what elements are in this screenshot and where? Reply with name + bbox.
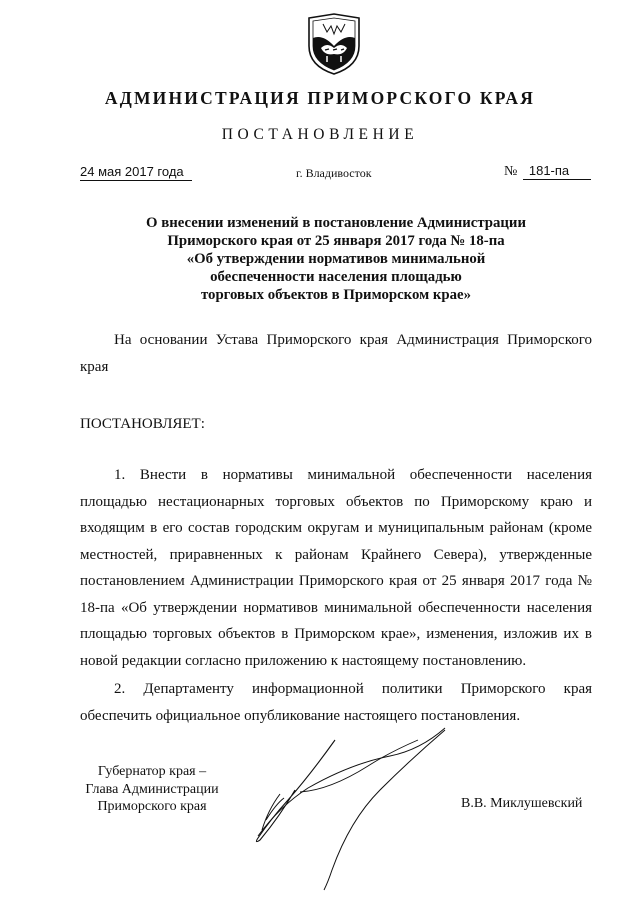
item-2-paragraph: 2. Департаменту информационной политики Приморского края обеспечить официальное опубликование настоящего постановления. bbox=[80, 681, 592, 724]
title-line: торговых объектов в Приморском крае» bbox=[200, 287, 472, 303]
organization-name: АДМИНИСТРАЦИЯ ПРИМОРСКОГО КРАЯ bbox=[104, 88, 536, 108]
position-line: Губернатор края – bbox=[97, 764, 207, 779]
signatory-position bbox=[72, 763, 232, 816]
title-line: «Об утверждении нормативов минимальной bbox=[186, 251, 486, 267]
signatory-name: В.В. Миклушевский bbox=[461, 796, 583, 811]
position-line: Приморского края bbox=[97, 799, 207, 814]
title-line: Приморского края от 25 января 2017 года № 18-па bbox=[167, 233, 505, 249]
item-1-paragraph: 1. Внести в нормативы минимальной обеспеченности населения площадью нестационарных торговых объектов по Приморскому краю и входящим в его состав городским округам и муниципальным районам (кроме местностей, приравненных к районам Крайнего Севера), утвержденные постановлением Администрации Приморского края от 25 января 2017 года № 18-па «Об утверждении нормативов минимальной обеспеченности населения площадью торговых объектов в Приморском крае», изменения, изложив их в новой редакции согласно приложению к настоящему постановлению. bbox=[80, 467, 592, 669]
title-line: О внесении изменений в постановление Администрации bbox=[146, 215, 526, 231]
title-line: обеспеченности населения площадью bbox=[210, 269, 462, 285]
document-date: 24 мая 2017 года bbox=[80, 164, 192, 181]
coat-of-arms-emblem bbox=[303, 12, 365, 76]
number-value: 181-па bbox=[523, 163, 591, 180]
position-line: Глава Администрации bbox=[85, 781, 219, 797]
document-type: ПОСТАНОВЛЕНИЕ bbox=[221, 126, 419, 143]
basis-paragraph: На основании Устава Приморского края Администрация Приморского края bbox=[80, 332, 592, 375]
handwritten-signature bbox=[240, 720, 480, 895]
document-city: г. Владивосток bbox=[296, 166, 372, 180]
document-number bbox=[504, 163, 591, 180]
document-title bbox=[80, 214, 592, 304]
decree-heading: ПОСТАНОВЛЯЕТ: bbox=[80, 416, 205, 432]
number-label: № bbox=[504, 164, 518, 179]
